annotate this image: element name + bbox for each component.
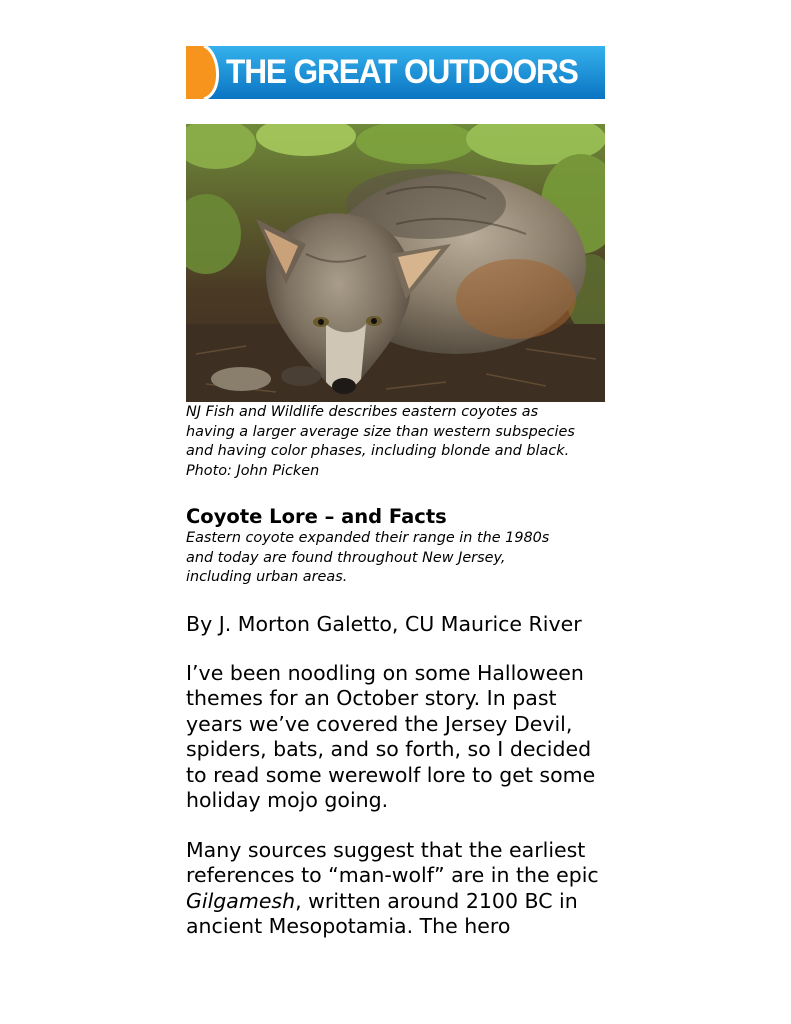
- article-byline: By J. Morton Galetto, CU Maurice River: [186, 612, 582, 636]
- coyote-image: [186, 124, 605, 402]
- coyote-photo: [186, 124, 605, 402]
- article-paragraph: [186, 838, 626, 940]
- section-banner: [186, 46, 605, 99]
- paragraph-text: , written around 2100 BC in ancient Mesopotamia. The hero: [186, 888, 578, 939]
- article-paragraph: I’ve been noodling on some Halloween themes for an October story. In past years we’ve covered the Jersey Devil, spiders, bats, and so forth, so I decided to read some werewolf lore to get some holiday mojo going.: [186, 661, 596, 813]
- article-subtitle: Eastern coyote expanded their range in the 1980s and today are found throughout New Jersey, including urban areas.: [186, 530, 550, 586]
- paragraph-text: Many sources suggest that the earliest references to “man-wolf” are in the epic: [186, 838, 599, 888]
- photo-caption: NJ Fish and Wildlife describes eastern coyotes as having a larger average size than western subspecies and having color phases, including blonde and black. Photo: John Picken: [186, 404, 575, 480]
- banner-title: THE GREAT OUTDOORS: [226, 53, 578, 91]
- epic-title: Gilgamesh: [186, 888, 296, 913]
- article-title: Coyote Lore – and Facts: [186, 505, 447, 528]
